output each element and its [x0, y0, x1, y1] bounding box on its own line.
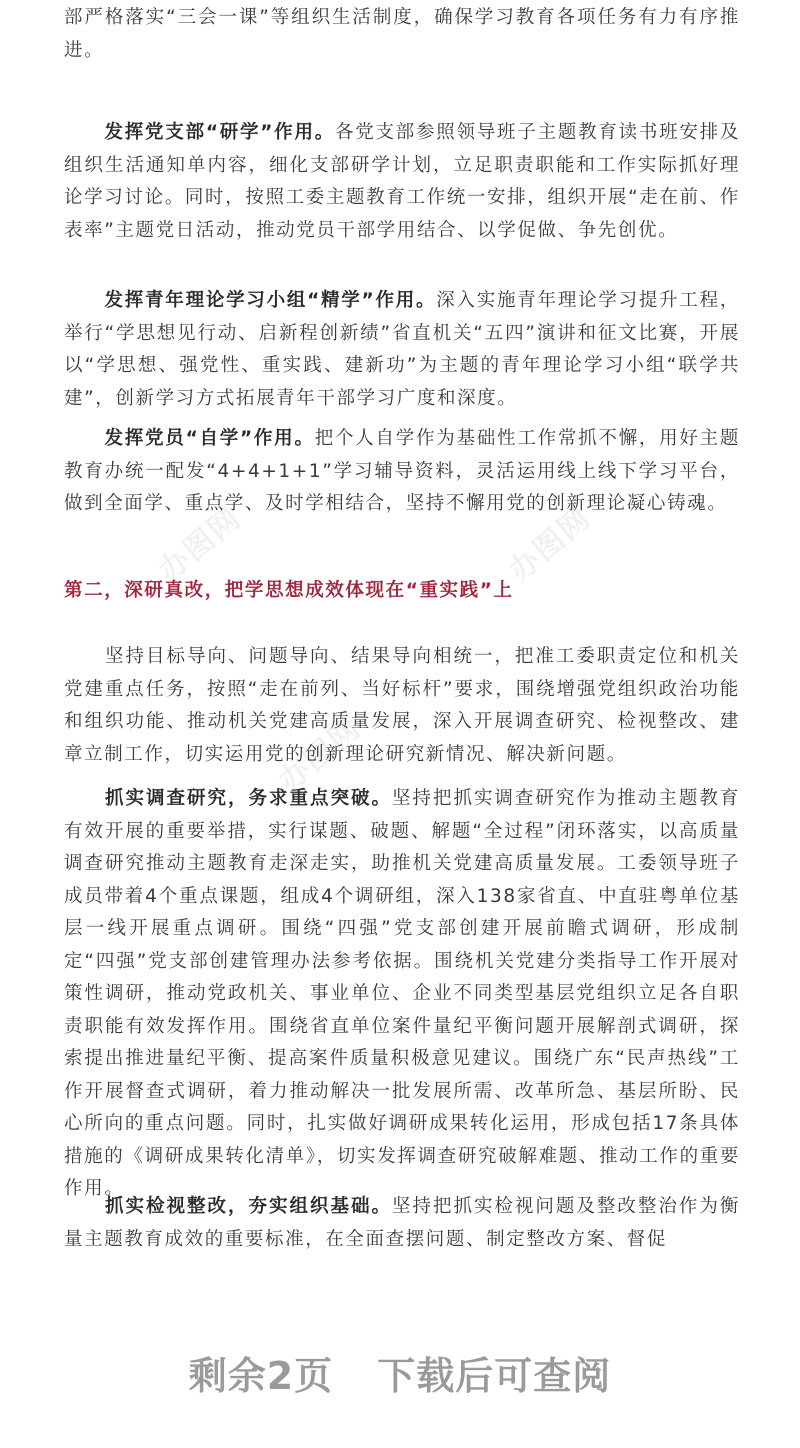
paragraph: [64, 641, 740, 771]
paragraph-lead: 抓实检视整改，夯实组织基础。: [105, 1196, 392, 1217]
paragraph-text: 坚持目标导向、问题导向、结果导向相统一，把准工委职责定位和机关党建重点任务，按照“走在前列、当好标杆”要求，围绕增强党组织政治功能和组织功能、推动机关党建高质量发展，深入开展调查研究、检视整改、建章立制工作，切实运用党的创新理论研究新情况、解决新问题。: [64, 646, 740, 765]
section-heading: 第二，深研真改，把学思想成效体现在“重实践”上: [64, 580, 514, 601]
paragraph-text: 部严格落实“三会一课”等组织生活制度，确保学习教育各项任务有力有序推进。: [64, 7, 740, 61]
paragraph-lead: 抓实调查研究，务求重点突破。: [105, 788, 392, 809]
watermark: 办图网: [152, 500, 249, 589]
paragraph-text: 坚持把抓实调查研究作为推动主题教育有效开展的重要举措，实行谋题、破题、解题“全过程”闭环落实，以高质量调查研究推动主题教育走深走实，助推机关党建高质量发展。工委领导班子成员带着4个重点课题，组成4个调研组，深入138家省直、中直驻粤单位基层一线开展重点调研。围绕“四强”党支部创建开展前瞻式调研，形成制定“四强”党支部创建管理办法参考依据。围绕机关党建分类指导工作开展对策性调研，推动党政机关、事业单位、企业不同类型基层党组织立足各自职责职能有效发挥作用。围绕省直单位案件量纪平衡问题开展解剖式调研，探索提出推进量纪平衡、提高案件质量积极意见建议。围绕广东“民声热线”工作开展督查式调研，着力推动解决一批发展所需、改革所急、基层所盼、民心所向的重点问题。同时，扎实做好调研成果转化运用，形成包括17条具体措施的《调研成果转化清单》，切实发挥调查研究破解难题、推动工作的重要作用。: [64, 788, 740, 1199]
paragraph-text: 把个人自学作为基础性工作常抓不懈，用好主题教育办统一配发“4+4+1+1”学习辅导资料，灵活运用线上线下学习平台，做到全面学、重点学、及时学相结合，坚持不懈用党的创新理论凝心铸魂。: [64, 428, 741, 514]
paragraph-lead: 发挥党支部“研学”作用。: [104, 122, 335, 143]
download-label: 下载后可查阅: [377, 1354, 612, 1398]
paragraph-text: 各党支部参照领导班子主题教育读书班安排及组织生活通知单内容，细化支部研学计划，立足职责职能和工作实际抓好理论学习讨论。同时，按照工委主题教育工作统一安排，组织开展“走在前、作表率”主题党日活动，推动党员干部学用结合、以学促做、争先创优。: [64, 122, 740, 241]
watermark: 办图网: [502, 500, 599, 589]
paragraph: [64, 423, 740, 521]
paragraph-text: 深入实施青年理论学习提升工程，举行“学思想见行动、启新程创新绩”省直机关“五四”演讲和征文比赛，开展以“学思想、强党性、重实践、建新功”为主题的青年理论学习小组“联学共建”，创新学习方式拓展青年干部学习广度和深度。: [64, 290, 740, 409]
download-prompt-banner[interactable]: [0, 1345, 800, 1400]
paragraph-lead: 发挥青年理论学习小组“精学”作用。: [104, 290, 437, 311]
paragraph: [64, 285, 740, 415]
paragraph-text: 坚持把抓实检视问题及整改整治作为衡量主题教育成效的重要标准，在全面查摆问题、制定整改方案、督促: [64, 1196, 740, 1250]
paragraph-lead: 发挥党员“自学”作用。: [104, 428, 315, 449]
paragraph: [64, 117, 740, 247]
watermark: 办图网: [272, 710, 369, 799]
paragraph: [64, 783, 740, 1206]
paragraph: [64, 1191, 740, 1256]
remaining-pages-label: 剩余2页: [188, 1354, 334, 1398]
paragraph: [64, 2, 740, 67]
